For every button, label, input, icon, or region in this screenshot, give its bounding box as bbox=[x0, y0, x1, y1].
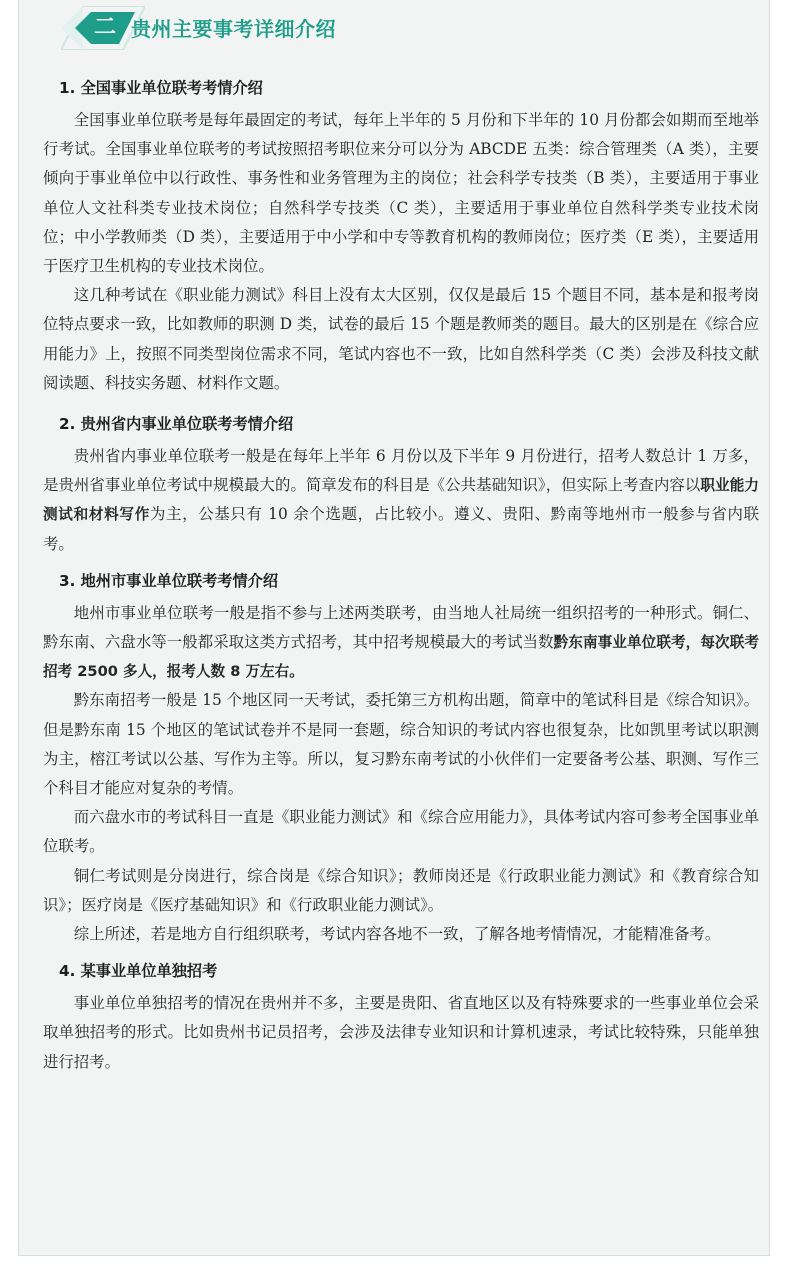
section-header bbox=[19, 6, 771, 52]
bold-text: 黔东南事业单位联考，每次联考招考 2500 多人，报考人数 8 万左右。 bbox=[43, 634, 759, 681]
paragraph: 综上所述，若是地方自行组织联考，考试内容各地不一致，了解各地考情情况，才能精准备考。 bbox=[73, 925, 721, 944]
subsection-heading-1: 1. 全国事业单位联考考情介绍 bbox=[59, 79, 263, 97]
paragraph: 而六盘水市的考试科目一直是《职业能力测试》和《综合应用能力》，具体考试内容可参考全国事业单位联考。 bbox=[43, 808, 759, 856]
paragraph: 铜仁考试则是分岗进行，综合岗是《综合知识》；教师岗还是《行政职业能力测试》和《教育综合知识》；医疗岗是《医疗基础知识》和《行政职业能力测试》。 bbox=[43, 866, 759, 914]
subsection-heading-3: 3. 地州市事业单位联考考情介绍 bbox=[59, 571, 279, 590]
paragraph: 这几种考试在《职业能力测试》科目上没有太大区别，仅仅是最后 15 个题目不同，基本是和报考岗位特点要求一致，比如教师的职测 D 类，试卷的最后 15 个题是教师类的题目。最大的区别是在《综合应用能力》上，按照不同类型岗位需求不同，笔试内容也不一致，比如自然科学类（C 类）会涉及科技文献阅读题、科技实务题、材料作文题。 bbox=[43, 286, 759, 392]
bold-text: 职业能力测试和材料写作 bbox=[43, 477, 759, 524]
section-number: 二 bbox=[93, 15, 116, 40]
paragraph: 地州市事业单位联考一般是指不参与上述两类联考，由当地人社局统一组织招考的一种形式。铜仁、黔东南、六盘水等一般都采取这类方式招考，其中招考规模最大的考试当数黔东南事业单位联考，每次联考招考 2500 多人，报考人数 8 万左右。 bbox=[43, 603, 759, 681]
section-title: 贵州主要事考详细介绍 bbox=[131, 17, 336, 41]
paragraph: 事业单位单独招考的情况在贵州并不多，主要是贵阳、省直地区以及有特殊要求的一些事业单位会采取单独招考的形式。比如贵州书记员招考，会涉及法律专业知识和计算机速录，考试比较特殊，只能单独进行招考。 bbox=[43, 994, 759, 1071]
subsection-heading-2: 2. 贵州省内事业单位联考考情介绍 bbox=[59, 415, 294, 434]
article-body bbox=[43, 76, 759, 1077]
subsection-heading-4: 4. 某事业单位单独招考 bbox=[59, 962, 218, 981]
page-panel bbox=[18, 0, 770, 1256]
paragraph: 黔东南招考一般是 15 个地区同一天考试，委托第三方机构出题，简章中的笔试科目是《综合知识》。但是黔东南 15 个地区的笔试试卷并不是同一套题，综合知识的考试内容也很复杂，比如凯里考试以职测为主，榕江考试以公基、写作为主等。所以，复习黔东南考试的小伙伴们一定要备考公基、职测、写作三个科目才能应对复杂的考情。 bbox=[43, 691, 759, 798]
paragraph: 贵州省内事业单位联考一般是在每年上半年 6 月份以及下半年 9 月份进行，招考人数总计 1 万多，是贵州省事业单位考试中规模最大的。简章发布的科目是《公共基础知识》，但实际上考查内容以职业能力测试和材料写作为主，公基只有 10 余个选题，占比较小。遵义、贵阳、黔南等地州市一般参与省内联考。 bbox=[43, 447, 759, 553]
paragraph: 全国事业单位联考是每年最固定的考试，每年上半年的 5 月份和下半年的 10 月份都会如期而至地举行考试。全国事业单位联考的考试按照招考职位来分可以分为 ABCDE 五类：综合管理类（A 类），主要倾向于事业单位中以行政性、事务性和业务管理为主的岗位；社会科学专技类（B 类），主要适用于事业单位人文社科类专业技术岗位；自然科学专技类（C 类），主要适用于事业单位自然科学类专业技术岗位；中小学教师类（D 类），主要适用于中小学和中专等教育机构的教师岗位；医疗类（E 类），主要适用于医疗卫生机构的专业技术岗位。 bbox=[43, 111, 759, 276]
